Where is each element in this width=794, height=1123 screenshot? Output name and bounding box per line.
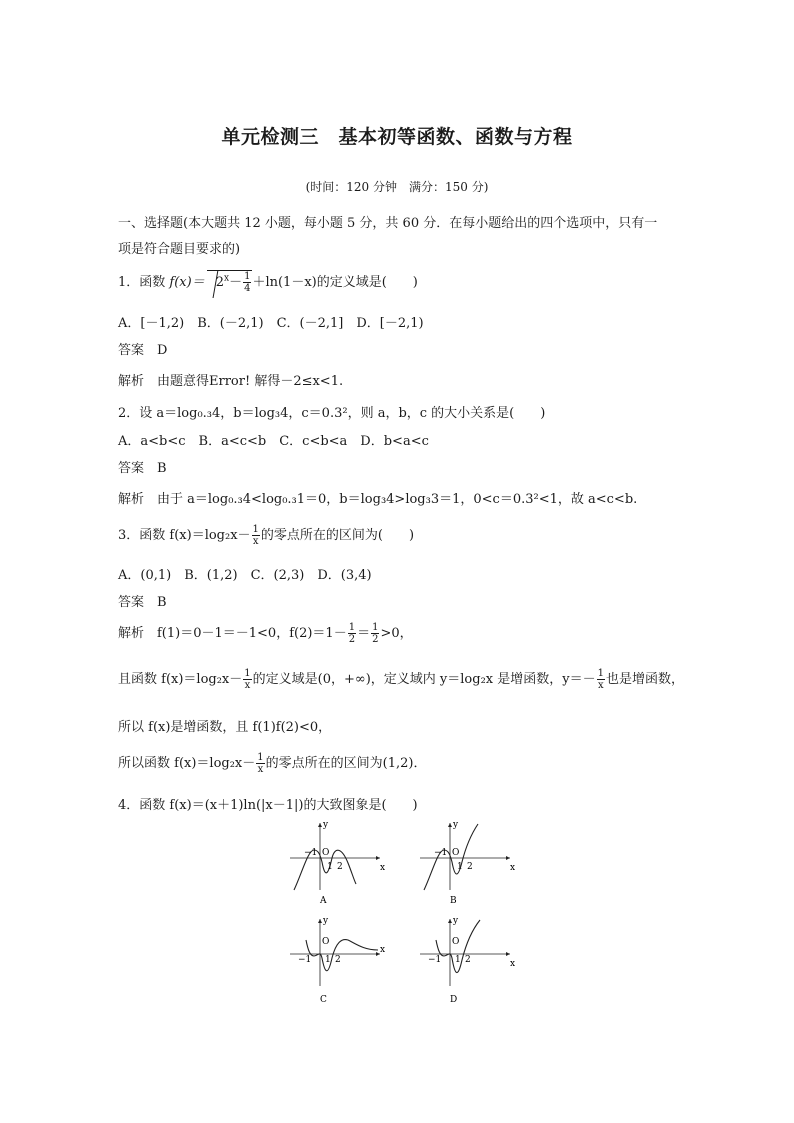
axis-x-label: x bbox=[510, 959, 516, 969]
q3-line4-frac-num: 1 bbox=[257, 752, 264, 763]
question-3-stem bbox=[118, 524, 414, 547]
q3-fraction bbox=[252, 524, 260, 547]
q3-half-1-den: 2 bbox=[348, 634, 356, 645]
question-3-analysis-line3: 所以 f(x)是增函数，且 f(1)f(2)<0， bbox=[118, 720, 332, 735]
q3-half-2-num: 1 bbox=[372, 622, 379, 633]
section-heading-line2: 项是符合题目要求的) bbox=[118, 242, 241, 257]
q1-prefix: 1．函数 bbox=[118, 275, 170, 290]
tick-1: 1 bbox=[325, 955, 331, 965]
axis-x-label: x bbox=[510, 863, 516, 873]
tick-2: 2 bbox=[335, 955, 341, 965]
tick-2: 2 bbox=[465, 955, 471, 965]
q3-frac-num: 1 bbox=[252, 524, 259, 535]
q3-stem-end: 的零点所在的区间为( ) bbox=[260, 528, 415, 543]
sqrt-symbol bbox=[207, 270, 253, 294]
q3-half-2-den: 2 bbox=[372, 634, 379, 645]
question-1-answer: 答案 D bbox=[118, 343, 168, 358]
axis-x-label: x bbox=[380, 863, 386, 873]
section-heading-line1: 一、选择题(本大题共 12 小题，每小题 5 分，共 60 分．在每小题给出的四个选项中，只有一 bbox=[118, 216, 658, 231]
exam-info: (时间：120 分钟 满分：150 分) bbox=[305, 180, 489, 194]
q3-stem-start: 3．函数 f(x)＝log₂x－ bbox=[118, 528, 251, 543]
axis-y-label: y bbox=[323, 820, 329, 830]
tick-1: 1 bbox=[457, 862, 463, 872]
tick-neg1: −1 bbox=[428, 955, 442, 965]
question-2-options: A．a<b<c B．a<c<b C．c<b<a D．b<a<c bbox=[118, 434, 429, 449]
q3-line2-start: 且函数 f(x)＝log₂x－ bbox=[118, 672, 243, 687]
q1-minus: － bbox=[229, 275, 243, 290]
q1-tail: ＋ln(1－x)的定义域是( ) bbox=[252, 275, 418, 290]
question-3-options: A．(0,1) B．(1,2) C．(2,3) D．(3,4) bbox=[118, 568, 372, 583]
tick-neg1: −1 bbox=[304, 848, 318, 858]
graph-a-label: A bbox=[320, 896, 327, 906]
q1-radicand: 2 bbox=[215, 275, 224, 290]
q3-line2-frac-2-num: 1 bbox=[597, 668, 604, 679]
question-3-analysis-line4 bbox=[118, 752, 426, 775]
question-1-analysis: 解析 由题意得Error! 解得－2≤x<1. bbox=[118, 374, 344, 389]
graph-d bbox=[420, 916, 515, 1005]
question-1-stem bbox=[118, 270, 418, 294]
q3-line2-middle: 的定义域是(0，+∞)，定义域内 y＝log₂x 是增函数，y＝－ bbox=[252, 672, 596, 687]
q3-half-2 bbox=[371, 622, 379, 645]
graph-a bbox=[290, 820, 385, 906]
question-1-options: A．[－1,2) B．(－2,1) C．(－2,1] D．[－2,1) bbox=[118, 316, 424, 331]
q4-graph-options bbox=[280, 818, 530, 1008]
origin-label: O bbox=[452, 848, 460, 858]
axis-y-label: y bbox=[323, 916, 329, 926]
q3-line4-start: 所以函数 f(x)＝log₂x－ bbox=[118, 756, 256, 771]
q3-frac-den: x bbox=[252, 536, 259, 547]
tick-1: 1 bbox=[327, 862, 333, 872]
tick-1: 1 bbox=[455, 955, 461, 965]
q3-line2-frac-2-den: x bbox=[597, 680, 604, 691]
q3-line2-frac-1-num: 1 bbox=[244, 668, 251, 679]
question-3-analysis-line1 bbox=[118, 622, 413, 645]
axis-y-label: y bbox=[453, 820, 459, 830]
q1-fraction bbox=[243, 271, 251, 294]
q1-exponent: x bbox=[223, 273, 230, 284]
tick-2: 2 bbox=[337, 862, 343, 872]
q1-frac-den: 4 bbox=[244, 283, 251, 294]
q3-analysis-start: 解析 f(1)＝0－1＝－1<0，f(2)＝1－ bbox=[118, 626, 347, 641]
graph-c-label: C bbox=[320, 995, 327, 1005]
q3-line2-end: 也是增函数， bbox=[605, 672, 684, 687]
q3-line4-end: 的零点所在的区间为(1,2)． bbox=[265, 756, 427, 771]
axis-x-label: x bbox=[380, 945, 386, 955]
question-4-stem: 4．函数 f(x)＝(x＋1)ln(|x－1|)的大致图象是( ) bbox=[118, 798, 418, 813]
q3-equals: ＝ bbox=[357, 626, 371, 641]
question-2-stem: 2．设 a＝log₀.₃4，b＝log₃4，c＝0.3²，则 a，b，c 的大小关系是( ) bbox=[118, 406, 546, 421]
q3-line2-frac-1-den: x bbox=[244, 680, 251, 691]
q3-line4-frac bbox=[256, 752, 264, 775]
question-3-answer: 答案 B bbox=[118, 595, 167, 610]
q3-half-1-num: 1 bbox=[348, 622, 356, 633]
tick-neg1: −1 bbox=[298, 955, 312, 965]
q3-line2-frac-1 bbox=[243, 668, 251, 691]
page-title: 单元检测三 基本初等函数、函数与方程 bbox=[221, 126, 573, 148]
origin-label: O bbox=[322, 848, 330, 858]
tick-neg1: −1 bbox=[434, 848, 448, 858]
q3-analysis-end: >0， bbox=[380, 626, 413, 641]
graph-c bbox=[290, 916, 385, 1005]
q3-line4-frac-den: x bbox=[257, 764, 264, 775]
graph-d-label: D bbox=[450, 995, 458, 1005]
origin-label: O bbox=[452, 937, 460, 947]
question-3-analysis-line2 bbox=[118, 668, 684, 691]
question-2-answer: 答案 B bbox=[118, 461, 167, 476]
q3-line2-frac-2 bbox=[597, 668, 605, 691]
q1-func: f(x)＝ bbox=[169, 275, 205, 290]
q1-frac-num: 1 bbox=[244, 271, 251, 282]
graph-b-label: B bbox=[450, 896, 457, 906]
origin-label: O bbox=[322, 937, 330, 947]
graph-b bbox=[420, 820, 515, 906]
question-2-analysis: 解析 由于 a＝log₀.₃4<log₀.₃1＝0，b＝log₃4>log₃3＝1，0<c＝0.3²<1，故 a<c<b. bbox=[118, 492, 638, 507]
tick-2: 2 bbox=[467, 862, 473, 872]
q3-half-1 bbox=[348, 622, 356, 645]
axis-y-label: y bbox=[453, 916, 459, 926]
